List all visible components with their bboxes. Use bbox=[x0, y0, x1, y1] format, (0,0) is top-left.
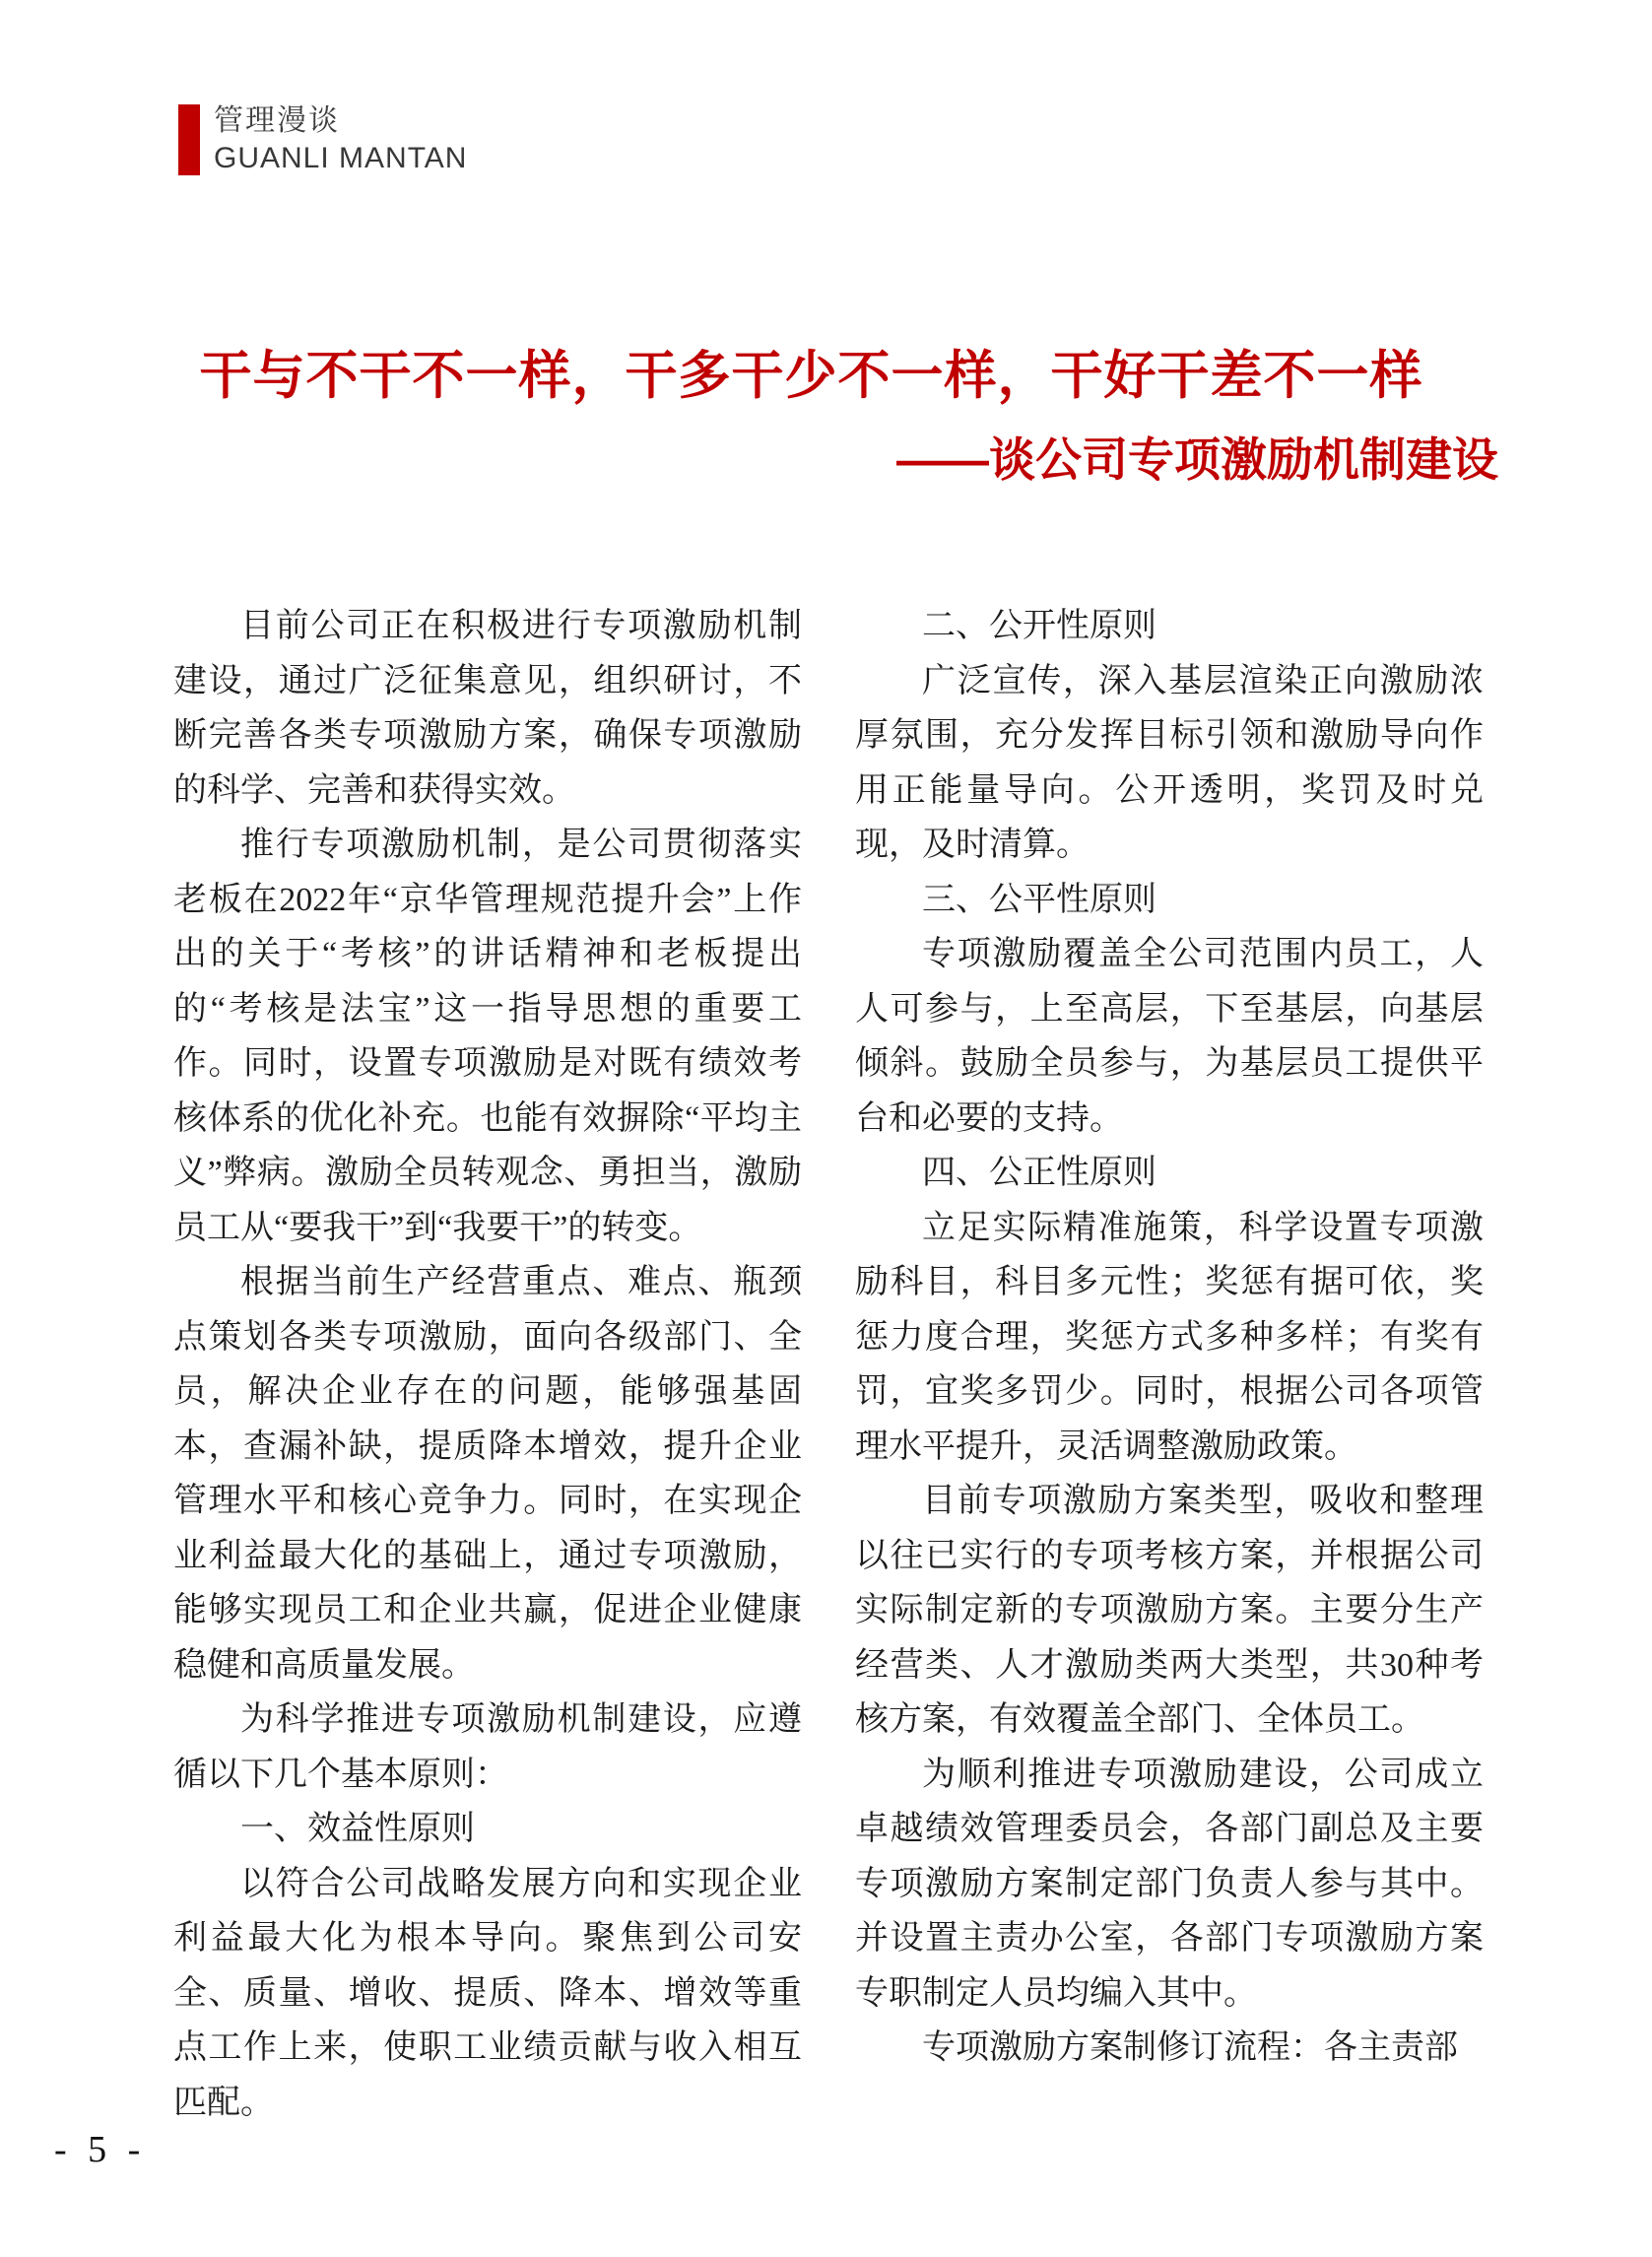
section-header-text bbox=[214, 104, 467, 175]
paragraph-principle-4-body: 立足实际精准施策，科学设置专项激励科目，科目多元性；奖惩有据可依，奖惩力度合理，奖惩方式多种多样；有奖有罚，宜奖多罚少。同时，根据公司各项管理水平提升，灵活调整激励政策。 bbox=[855, 1209, 1484, 1465]
paragraph-principle-3-body: 专项激励覆盖全公司范围内员工，人人可参与，上至高层，下至基层，向基层倾斜。鼓励全员参与，为基层员工提供平台和必要的支持。 bbox=[855, 936, 1484, 1137]
paragraph-scheme-types: 目前专项激励方案类型，吸收和整理以往已实行的专项考核方案，并根据公司实际制定新的专项激励方案。主要分生产经营类、人才激励类两大类型，共30种考核方案，有效覆盖全部门、全体员工。 bbox=[855, 1483, 1484, 1738]
paragraph-planning: 根据当前生产经营重点、难点、瓶颈点策划各类专项激励，面向各级部门、全员，解决企业存在的问题，能够强基固本，查漏补缺，提质降本增效，提升企业管理水平和核心竞争力。同时，在实现企业利益最大化的基础上，通过专项激励，能够实现员工和企业共赢，促进企业健康稳健和高质量发展。 bbox=[173, 1264, 802, 1684]
paragraph-principle-1-body: 以符合公司战略发展方向和实现企业利益最大化为根本导向。聚焦到公司安全、质量、增收、提质、降本、增效等重点工作上来，使职工业绩贡献与收入相互匹配。 bbox=[173, 1865, 802, 2121]
paragraph-background: 推行专项激励机制，是公司贯彻落实老板在2022年“京华管理规范提升会”上作出的关于“考核”的讲话精神和老板提出的“考核是法宝”这一指导思想的重要工作。同时，设置专项激励是对既有绩效考核体系的优化补充。也能有效摒除“平均主义”弊病。激励全员转观念、勇担当，激励员工从“要我干”到“我要干”的转变。 bbox=[173, 827, 802, 1246]
paragraph-committee: 为顺利推进专项激励建设，公司成立卓越绩效管理委员会，各部门副总及主要专项激励方案制定部门负责人参与其中。并设置主责办公室，各部门专项激励方案专职制定人员均编入其中。 bbox=[855, 1756, 1484, 2012]
section-title-chinese: 管理漫谈 bbox=[214, 104, 340, 137]
paragraph-revision-process: 专项激励方案制修订流程：各主责部 bbox=[922, 2029, 1458, 2066]
left-column bbox=[173, 599, 802, 2121]
section-marker-bar bbox=[178, 104, 200, 175]
paragraph-intro: 目前公司正在积极进行专项激励机制建设，通过广泛征集意见，组织研讨，不断完善各类专项激励方案，确保专项激励的科学、完善和获得实效。 bbox=[173, 608, 802, 809]
page-number: - 5 - bbox=[54, 2129, 147, 2170]
right-column bbox=[855, 599, 1484, 2087]
paragraph-principles-lead: 为科学推进专项激励机制建设，应遵循以下几个基本原则： bbox=[173, 1701, 802, 1793]
heading-principle-3: 三、公平性原则 bbox=[922, 881, 1156, 918]
article-title: 干与不干不一样，干多干少不一样，干好干差不一样 bbox=[199, 347, 1423, 405]
section-title-pinyin: GUANLI MANTAN bbox=[214, 142, 468, 174]
heading-principle-1: 一、效益性原则 bbox=[240, 1811, 475, 1847]
section-header bbox=[178, 104, 467, 175]
article-subtitle: ——谈公司专项激励机制建设 bbox=[896, 433, 1498, 486]
heading-principle-4: 四、公正性原则 bbox=[922, 1155, 1156, 1191]
heading-principle-2: 二、公开性原则 bbox=[922, 608, 1156, 644]
paragraph-principle-2-body: 广泛宣传，深入基层渲染正向激励浓厚氛围，充分发挥目标引领和激励导向作用正能量导向。公开透明，奖罚及时兑现，及时清算。 bbox=[855, 662, 1484, 863]
